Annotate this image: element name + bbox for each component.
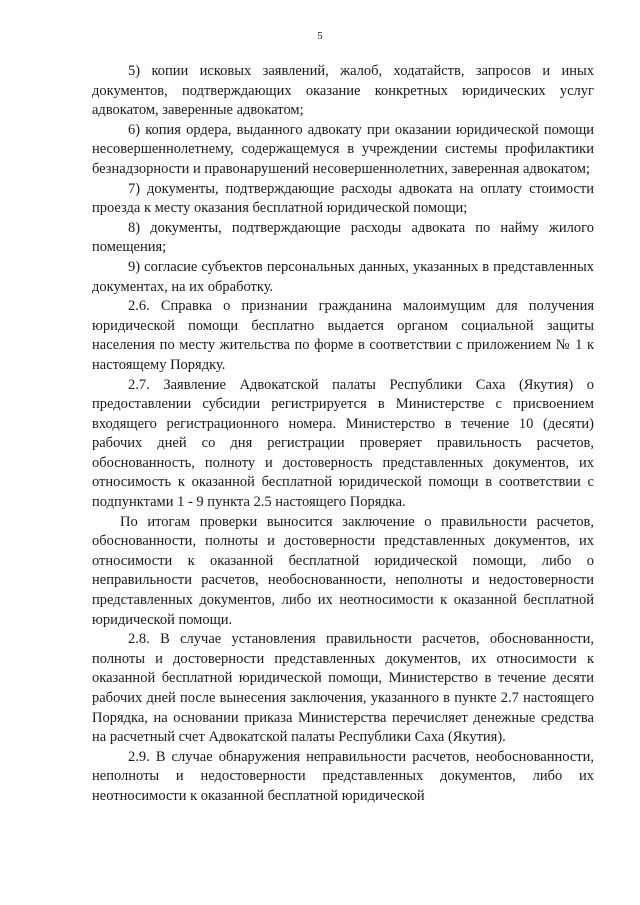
list-item-5: 5) копии исковых заявлений, жалоб, ходатайств, запросов и иных документов, подтверждающих оказание конкретных юридических услуг адвокатом, заверенные адвокатом; [92,63,594,119]
list-item-8: 8) документы, подтверждающие расходы адвоката по найму жилого помещения; [92,219,594,256]
list-item-6: 6) копия ордера, выданного адвокату при оказании юридической помощи несовершеннолетнему, содержащемуся в учреждении системы профилактики безнадзорности и правонарушений несовершеннолетних, заверенная адвокатом; [92,121,594,177]
section-2-7: 2.7. Заявление Адвокатской палаты Республики Саха (Якутия) о предоставлении субсидии регистрируется в Министерстве с присвоением входящего регистрационного номера. Министерство в течение 10 (десяти) рабочих дней со дня регистрации проверяет правильность расчетов, обоснованность, полноту и достоверность представленных документов, их относимость к оказанной бесплатной юридической помощи в соответствии с подпунктами 1 - 9 пункта 2.5 настоящего Порядка. [92,376,594,511]
section-2-8: 2.8. В случае установления правильности расчетов, обоснованности, полноты и достоверности представленных документов, их относимости к оказанной бесплатной юридической помощи, Министерство в течение десяти рабочих дней после вынесения заключения, указанного в пункте 2.7 настоящего Порядка, на основании приказа Министерства перечисляет денежные средства на расчетный счет Адвокатской палаты Республики Саха (Якутия). [92,631,594,746]
document-body [92,62,594,807]
page-number: 5 [317,30,323,42]
section-2-9: 2.9. В случае обнаружения неправильности расчетов, необоснованности, неполноты и недостоверности представленных документов, либо их неотносимости к оказанной бесплатной юридической [92,748,594,804]
section-2-6: 2.6. Справка о признании гражданина малоимущим для получения юридической помощи бесплатно выдается органом социальной защиты населения по месту жительства по форме в соответствии с приложением № 1 к настоящему Порядку. [92,298,594,373]
inspection-result-paragraph: По итогам проверки выносится заключение о правильности расчетов, обоснованности, полноты и достоверности представленных документов, их относимости к оказанной бесплатной юридической помощи, либо о неправильности расчетов, необоснованности, неполноты и недостоверности представленных документов, либо их неотносимости к оказанной бесплатной юридической помощи. [92,513,594,628]
list-item-7: 7) документы, подтверждающие расходы адвоката на оплату стоимости проезда к месту оказания бесплатной юридической помощи; [92,180,594,217]
list-item-9: 9) согласие субъектов персональных данных, указанных в представленных документах, на их обработку. [92,258,594,295]
